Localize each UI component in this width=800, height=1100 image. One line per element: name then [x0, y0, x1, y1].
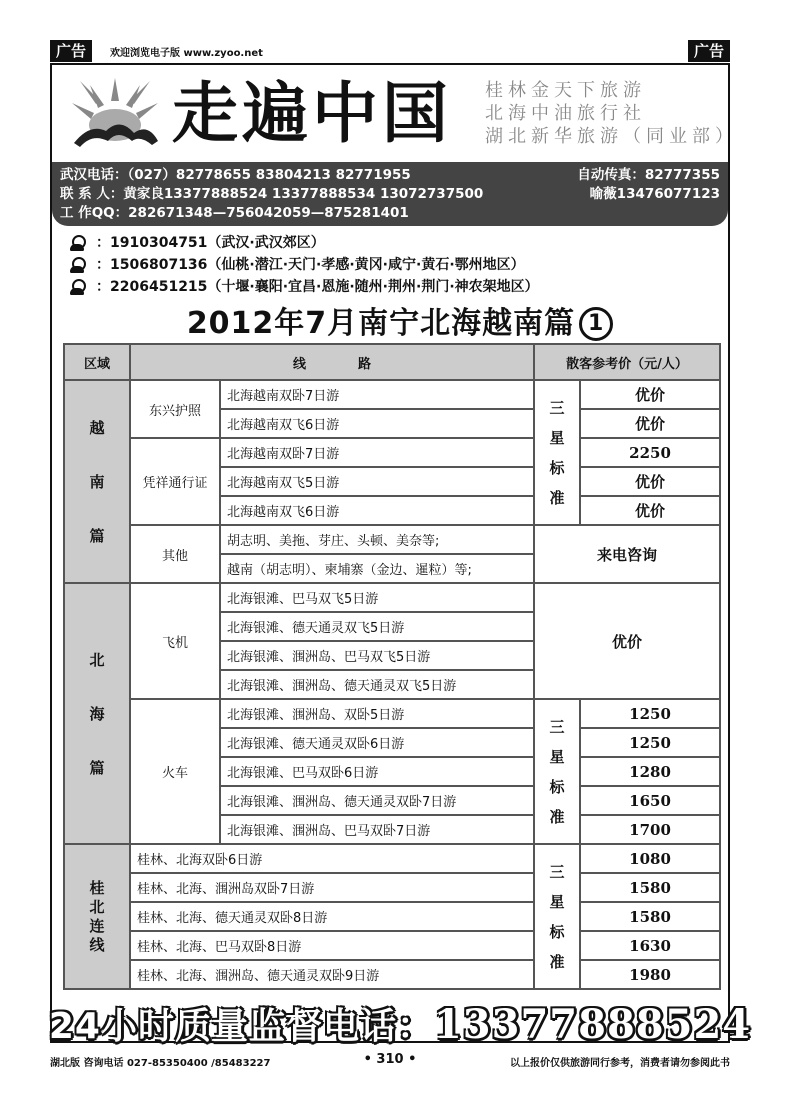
fax-number: 自动传真：82777355: [577, 167, 720, 183]
agency-item: 北海中油旅行社: [485, 103, 646, 124]
group-label: 凭祥通行证: [130, 438, 220, 525]
qq-line: [70, 254, 539, 276]
standard-cell: [534, 844, 580, 989]
price-cell: 1650: [580, 786, 720, 815]
price-cell: 1630: [580, 931, 720, 960]
price-cell: 优价: [580, 496, 720, 525]
group-label: 东兴护照: [130, 380, 220, 438]
price-cell: 1580: [580, 873, 720, 902]
route-cell: 北海银滩、涠洲岛、德天通灵双卧7日游: [220, 786, 534, 815]
route-cell: 北海越南双飞6日游: [220, 409, 534, 438]
price-cell: 1280: [580, 757, 720, 786]
price-cell: 2250: [580, 438, 720, 467]
price-cell: 1580: [580, 902, 720, 931]
route-cell: 桂林、北海双卧6日游: [130, 844, 534, 873]
table-row: [64, 873, 720, 902]
route-cell: 桂林、北海、涠洲岛、德天通灵双卧9日游: [130, 960, 534, 989]
price-cell: 1980: [580, 960, 720, 989]
route-cell: 北海银滩、德天通灵双飞5日游: [220, 612, 534, 641]
agency-item: 桂林金天下旅游: [485, 80, 646, 101]
work-qq: 工 作QQ：282671348—756042059—875281401: [60, 205, 409, 221]
title-badge: 1: [579, 307, 613, 341]
standard-label: 三 星 标 准: [549, 717, 565, 826]
footer-contact: 湖北版 咨询电话 027-85350400 /85483227: [50, 1058, 271, 1069]
page-title: [0, 298, 800, 342]
price-cell: 优价: [534, 583, 720, 699]
route-cell: 北海银滩、巴马双飞5日游: [220, 583, 534, 612]
ad-tag-left: 广告: [50, 40, 92, 62]
region-guilin-label: 桂 北 连 线: [89, 878, 105, 954]
price-cell: 1250: [580, 728, 720, 757]
qq-line-text: ：2206451215（十堰·襄阳·宜昌·恩施·随州·荆州·荆门·神农架地区）: [96, 279, 539, 295]
region-vietnam: [64, 380, 130, 583]
group-label: 其他: [130, 525, 220, 583]
qq-list: [70, 232, 539, 298]
region-beihai-label: 北 海 篇: [89, 650, 105, 777]
price-cell: 来电咨询: [534, 525, 720, 583]
route-cell: 北海银滩、巴马双卧6日游: [220, 757, 534, 786]
table-row: [64, 438, 720, 467]
price-cell: 1700: [580, 815, 720, 844]
standard-label: 三 星 标 准: [549, 398, 565, 507]
agency-list: [485, 79, 738, 148]
route-cell: 桂林、北海、涠洲岛双卧7日游: [130, 873, 534, 902]
qq-user-icon: [70, 279, 84, 295]
standard-cell: [534, 380, 580, 525]
qq-line: [70, 232, 539, 254]
table-row: [64, 525, 720, 554]
qq-user-icon: [70, 257, 84, 273]
qq-line-text: ：1910304751（武汉·武汉郊区）: [96, 235, 325, 251]
brand-name: 走遍中国: [172, 74, 452, 152]
ad-tag-right: 广告: [688, 40, 730, 62]
header-price: 散客参考价（元/人）: [534, 344, 720, 380]
table-row: [64, 583, 720, 612]
group-label: 火车: [130, 699, 220, 844]
group-label: 飞机: [130, 583, 220, 699]
header-route: 线 路: [130, 344, 534, 380]
price-cell: 优价: [580, 467, 720, 496]
qq-line: [70, 276, 539, 298]
banner: [52, 65, 738, 161]
routes-table: [63, 343, 721, 990]
standard-cell: [534, 699, 580, 844]
route-cell: 北海银滩、涠洲岛、德天通灵双飞5日游: [220, 670, 534, 699]
table-row: [64, 380, 720, 409]
region-beihai: [64, 583, 130, 844]
route-cell: 桂林、北海、德天通灵双卧8日游: [130, 902, 534, 931]
contact-person-right: 喻薇13476077123: [589, 186, 720, 202]
hotline: [0, 998, 800, 1049]
page-number: • 310 •: [363, 1052, 417, 1067]
header-region: 区域: [64, 344, 130, 380]
table-row: [64, 960, 720, 989]
price-cell: 1250: [580, 699, 720, 728]
footer-disclaimer: 以上报价仅供旅游同行参考，消费者请勿参阅此书: [510, 1058, 730, 1069]
top-bar: [50, 40, 730, 64]
region-guilin: [64, 844, 130, 989]
welcome-text[interactable]: 欢迎浏览电子版 www.zyoo.net: [110, 48, 263, 59]
route-cell: 北海银滩、涠洲岛、巴马双卧7日游: [220, 815, 534, 844]
agency-item: 湖北新华旅游（同业部）: [485, 126, 738, 147]
route-cell: 越南（胡志明）、柬埔寨（金边、暹粒）等;: [220, 554, 534, 583]
sun-horse-logo-icon: [60, 73, 170, 153]
route-cell: 北海越南双飞5日游: [220, 467, 534, 496]
table-row: [64, 902, 720, 931]
route-cell: 北海越南双卧7日游: [220, 380, 534, 409]
table-row: [64, 844, 720, 873]
route-cell: 北海银滩、涠洲岛、双卧5日游: [220, 699, 534, 728]
qq-line-text: ：1506807136（仙桃·潜江·天门·孝感·黄冈·咸宁·黄石·鄂州地区）: [96, 257, 525, 273]
route-cell: 北海越南双卧7日游: [220, 438, 534, 467]
table-row: [64, 931, 720, 960]
route-cell: 桂林、北海、巴马双卧8日游: [130, 931, 534, 960]
standard-label: 三 星 标 准: [549, 862, 565, 971]
footer: [50, 1054, 730, 1072]
price-cell: 1080: [580, 844, 720, 873]
hotline-number[interactable]: 13377888524: [433, 1001, 752, 1048]
page-title-text: 2012年7月南宁北海越南篇: [186, 306, 576, 341]
price-cell: 优价: [580, 380, 720, 409]
table-header-row: [64, 344, 720, 380]
hotline-label: 24小时质量监督电话：: [48, 1006, 434, 1047]
contact-box: [52, 162, 728, 226]
qq-user-icon: [70, 235, 84, 251]
table-row: [64, 699, 720, 728]
route-cell: 北海银滩、涠洲岛、巴马双飞5日游: [220, 641, 534, 670]
route-cell: 胡志明、美拖、芽庄、头顿、美奈等;: [220, 525, 534, 554]
contact-persons: 联 系 人：黄家良13377888524 13377888534 13072737500: [60, 186, 484, 202]
phone-numbers: 武汉电话：（027）82778655 83804213 82771955: [60, 167, 411, 183]
region-vietnam-label: 越 南 篇: [89, 418, 105, 545]
price-cell: 优价: [580, 409, 720, 438]
route-cell: 北海越南双飞6日游: [220, 496, 534, 525]
route-cell: 北海银滩、德天通灵双卧6日游: [220, 728, 534, 757]
